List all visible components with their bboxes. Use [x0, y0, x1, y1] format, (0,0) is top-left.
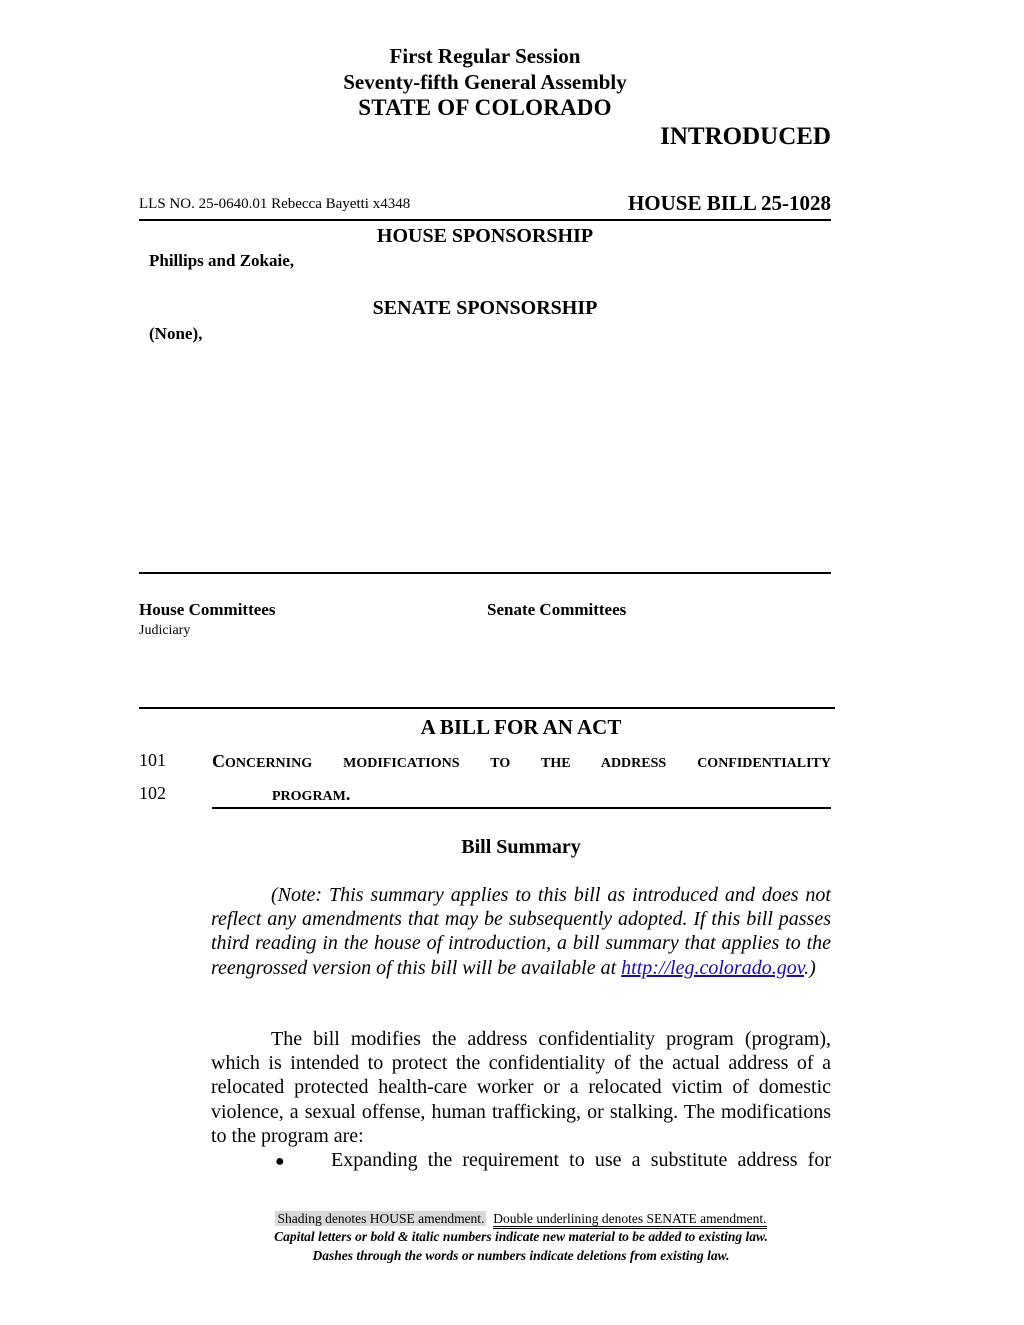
divider — [139, 707, 835, 709]
divider — [139, 572, 831, 574]
bill-title-text: PROGRAM — [272, 789, 346, 804]
bullet-item: Expanding the requirement to use a substitute address for — [331, 1149, 831, 1171]
house-committees-heading: House Committees — [139, 600, 276, 619]
house-committee-item: Judiciary — [139, 623, 191, 638]
senate-sponsorship-heading: SENATE SPONSORSHIP — [372, 297, 598, 319]
divider — [212, 807, 831, 809]
bill-status: INTRODUCED — [660, 123, 831, 150]
divider — [139, 219, 831, 221]
senate-committees-heading: Senate Committees — [487, 600, 627, 619]
house-sponsors: Phillips and Zokaie, — [149, 251, 295, 270]
senate-sponsors: (None), — [149, 324, 203, 343]
house-sponsorship-heading: HOUSE SPONSORSHIP — [376, 225, 594, 247]
bill-title-initial: C — [212, 751, 225, 771]
act-heading: A BILL FOR AN ACT — [420, 715, 622, 739]
note-end: .) — [804, 956, 816, 979]
note-text: (Note: This summary applies to this bill as introduced and does not reflect any amendments that may be subsequently adopted. If this bill passes third reading in the house of introduction, a bill summary that applies to the reengrossed version of this bill will be available at — [211, 884, 831, 979]
session-label: First Regular Session — [389, 44, 581, 68]
bullet-icon: ● — [275, 1153, 285, 1170]
summary-note — [211, 883, 831, 980]
amendment-legend — [0, 1211, 1024, 1227]
state-label: STATE OF COLORADO — [358, 95, 612, 120]
bill-title-text: ONCERNING MODIFICATIONS TO THE ADDRESS CONFIDENTIALITY — [225, 756, 831, 771]
legislature-link[interactable]: http://leg.colorado.gov — [621, 956, 805, 979]
assembly-label: Seventy-fifth General Assembly — [343, 70, 627, 94]
bill-title-end: . — [345, 784, 351, 804]
bill-number: HOUSE BILL 25-1028 — [627, 191, 831, 215]
bill-title-line — [272, 784, 350, 805]
senate-amendment-legend: Double underlining denotes SENATE amendment. — [493, 1211, 766, 1229]
line-number: 102 — [139, 783, 166, 803]
bill-title-line — [212, 751, 831, 772]
new-material-legend: Capital letters or bold & italic numbers indicate new material to be added to existing law. — [274, 1229, 768, 1244]
summary-paragraph-text: The bill modifies the address confidentiality program (program), which is intended to protect the confidentiality of the actual address of a relocated protected health-care worker or a relocated victim of domestic violence, a sexual offense, human trafficking, or stalking. The modifications to the program are: — [211, 1028, 831, 1147]
line-number: 101 — [139, 750, 166, 770]
lls-number: LLS NO. 25-0640.01 Rebecca Bayetti x4348 — [139, 196, 411, 212]
house-amendment-legend: Shading denotes HOUSE amendment. — [277, 1211, 485, 1226]
summary-heading: Bill Summary — [461, 836, 581, 858]
deletion-legend: Dashes through the words or numbers indicate deletions from existing law. — [312, 1248, 730, 1263]
summary-paragraph — [211, 1027, 831, 1148]
